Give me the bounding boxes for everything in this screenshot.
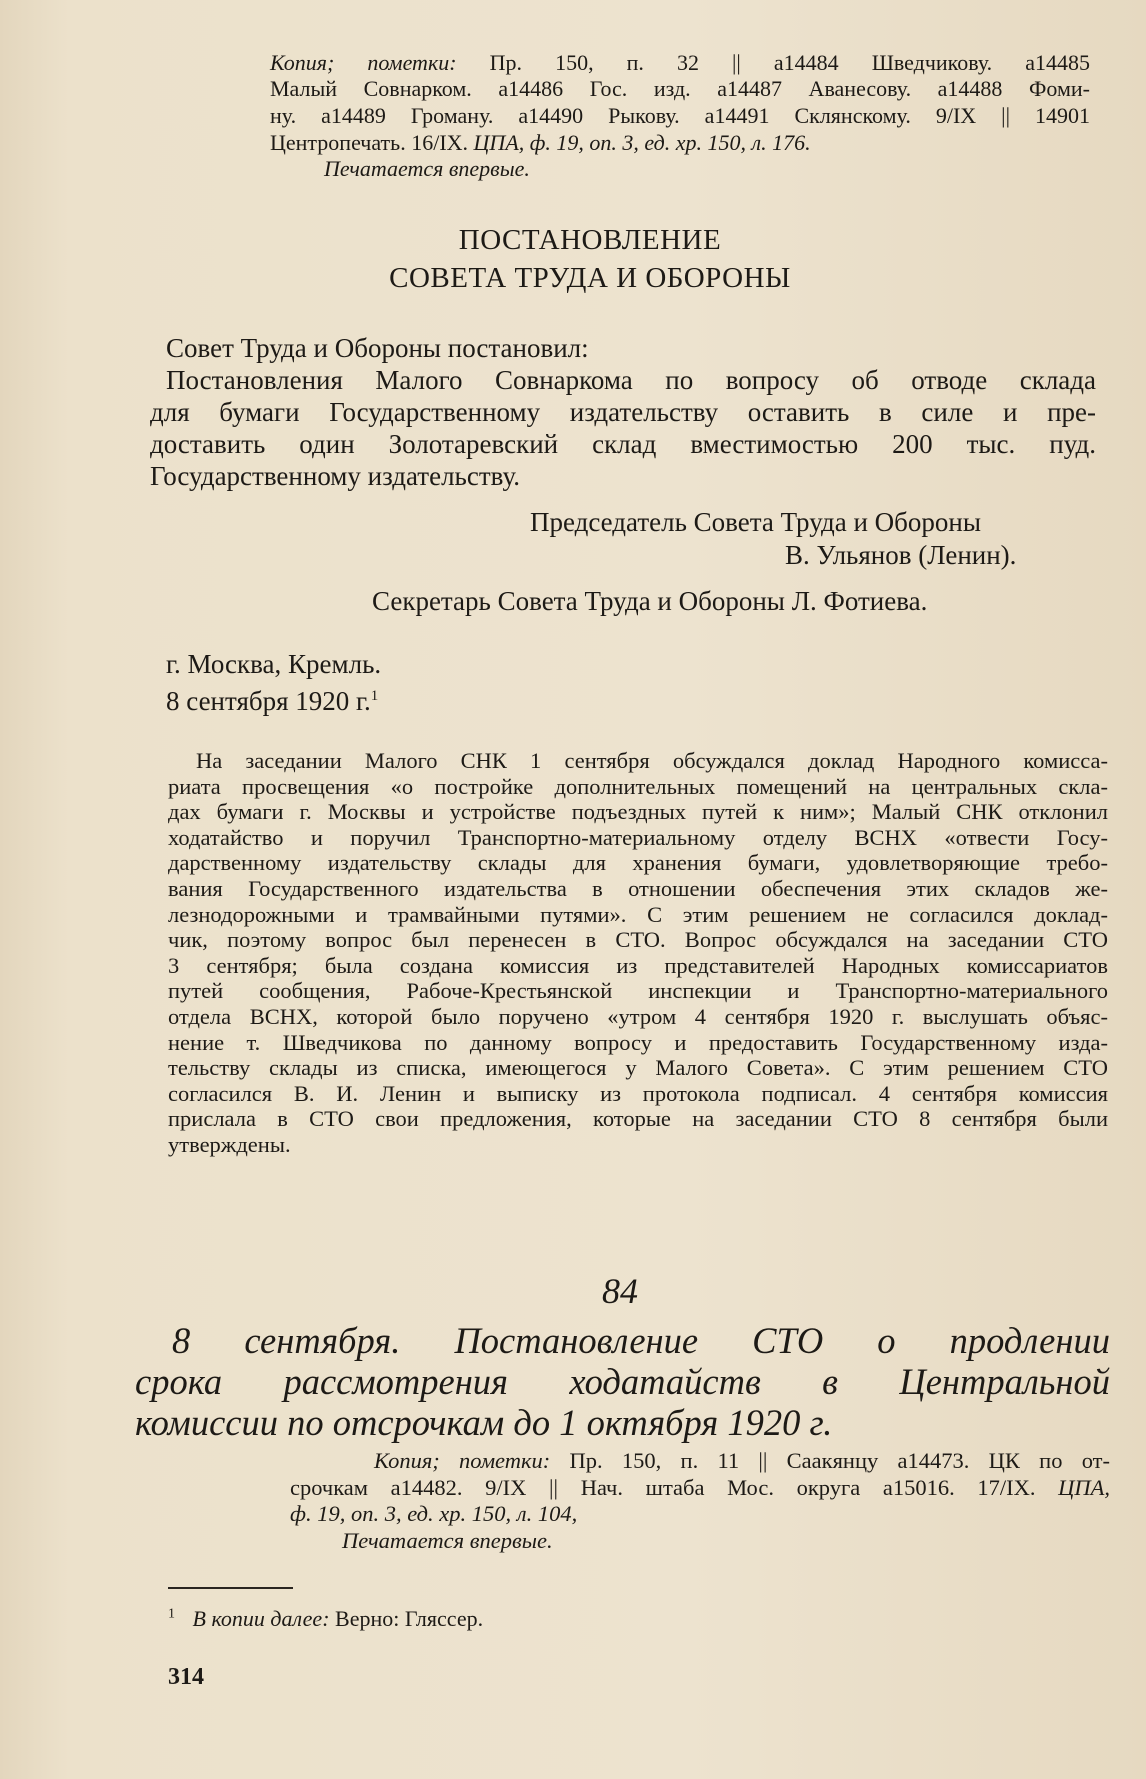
decree-line: Государственному издательству. — [150, 461, 521, 491]
archival-line — [290, 1475, 1110, 1502]
archival-line — [374, 1448, 1110, 1475]
place: г. Москва, Кремль. — [166, 649, 382, 679]
commentary-line: риата просвещения «о постройке дополнительных помещений на центральных скла- — [168, 773, 1108, 799]
archive-reference: ЦПА, — [1058, 1474, 1110, 1500]
page-number: 314 — [168, 1664, 204, 1690]
commentary-line: чик, поэтому вопрос был перенесен в СТО. Вопрос обсуждался на заседании СТО — [168, 927, 1108, 953]
archive-reference: ЦПА, ф. 19, оп. 3, ед. хр. 150, л. 176. — [473, 130, 811, 155]
notes-text: срочкам а14482. 9/IX || Нач. штаба Мос. округа а15016. 17/IX. — [290, 1474, 1059, 1500]
chairman-name: В. Ульянов (Ленин). — [785, 540, 1017, 570]
date — [166, 680, 378, 717]
notes-text: Пр. 150, п. 11 || Саакянцу а14473. ЦК по от- — [550, 1448, 1110, 1473]
commentary-line: отдела ВСНХ, которой было поручено «утром 4 сентября 1920 г. выслушать объяс- — [168, 1004, 1108, 1029]
archival-line: Малый Совнарком. а14486 Гос. изд. а14487 Аванесову. а14488 Фоми- — [270, 76, 1090, 101]
commentary-line: 3 сентября; была создана комиссия из представителей Народных комиссариатов — [168, 952, 1108, 978]
commentary-line: вания Государственного издательства в отношении обеспечения этих складов же- — [168, 876, 1108, 901]
commentary-line: лезнодорожными и трамвайными путями». С этим решением не согласился доклад- — [168, 901, 1108, 927]
commentary-line: утверждены. — [168, 1132, 291, 1157]
archive-reference: ф. 19, оп. 3, ед. хр. 150, л. 104, — [290, 1501, 578, 1526]
decree-line: Постановления Малого Совнаркома по вопросу об отводе склада — [166, 365, 1096, 395]
decree-line: доставить один Золотаревский склад вместимостью 200 тыс. пуд. — [150, 429, 1096, 459]
heading-line: срока рассмотрения ходатайств в Центральной — [135, 1361, 1110, 1402]
heading-line: 8 сентября. Постановление СТО о продлении — [172, 1320, 1110, 1361]
decree-title-line-1: ПОСТАНОВЛЕНИЕ — [458, 224, 722, 256]
decree-line: Совет Труда и Обороны постановил: — [166, 333, 589, 363]
footnote-label: В копии далее: — [192, 1606, 330, 1631]
commentary-line: ходатайство и поручил Транспортно-материальному отделу ВСНХ «отвести Госу- — [168, 824, 1108, 850]
chairman-title: Председатель Совета Труда и Обороны — [530, 507, 981, 537]
decree-line: для бумаги Государственному издательству оставить в силе и пре- — [150, 397, 1096, 427]
archival-line — [270, 130, 811, 157]
footnote-divider — [168, 1587, 293, 1589]
commentary-line: прислала в СТО свои предложения, которые на заседании СТО 8 сентября были — [168, 1106, 1108, 1132]
footnote-mark: 1 — [168, 1606, 175, 1622]
footnote-text: Верно: Гляссер. — [329, 1606, 484, 1631]
first-publication-note: Печатается впервые. — [324, 156, 530, 181]
commentary-line: согласился В. И. Ленин и выписку из протокола подписал. 4 сентября комиссия — [168, 1080, 1108, 1106]
footnote-ref: 1 — [370, 688, 379, 704]
notes-text: Пр. 150, п. 32 || а14484 Шведчикову. а14485 — [456, 50, 1090, 75]
commentary-line: дарственному издательству склады для хранения бумаги, удовлетворяющие требо- — [168, 850, 1108, 876]
date-text: 8 сентября 1920 г. — [166, 686, 371, 716]
commentary-line: нение т. Шведчикова по данному вопросу и предоставить Государственному изда- — [168, 1029, 1108, 1055]
notes-label: Копия; пометки: — [374, 1448, 551, 1473]
commentary-line: тельству склады из списка, имеющегося у Малого Совета». С этим решением СТО — [168, 1055, 1108, 1081]
footnote — [168, 1606, 483, 1632]
notes-label: Копия; пометки: — [270, 50, 457, 75]
first-publication-note: Печатается впервые. — [342, 1528, 553, 1553]
decree-title-line-2: СОВЕТА ТРУДА И ОБОРОНЫ — [389, 262, 791, 294]
commentary-line: путей сообщения, Рабоче-Крестьянской инспекции и Транспортно-материального — [168, 978, 1108, 1004]
document-number: 84 — [602, 1271, 638, 1311]
heading-line: комиссии по отсрочкам до 1 октября 1920 г. — [135, 1402, 833, 1443]
archival-line — [270, 50, 1090, 77]
commentary-line: На заседании Малого СНК 1 сентября обсуждался доклад Народного комисса- — [196, 748, 1108, 773]
commentary-line: дах бумаги г. Москвы и устройстве подъездных путей к ним»; Малый СНК отклонил — [168, 799, 1108, 825]
notes-text: Центропечать. 16/IX. — [270, 130, 474, 155]
secretary-signature: Секретарь Совета Труда и Обороны Л. Фотиева. — [372, 586, 928, 616]
archival-line: ну. а14489 Громану. а14490 Рыкову. а14491 Склянскому. 9/IX || 14901 — [270, 103, 1090, 128]
